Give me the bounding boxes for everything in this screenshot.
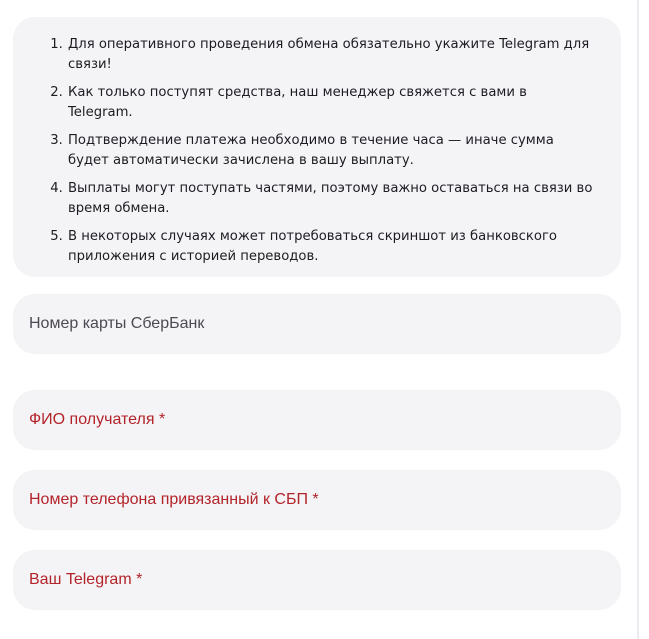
sbp-phone-input[interactable] xyxy=(29,470,605,530)
recipient-name-field[interactable] xyxy=(13,390,621,450)
instruction-item: 5. В некоторых случаях может потребоваться скриншот из банковского приложения с историей переводов. xyxy=(67,227,593,267)
instruction-item: 1. Для оперативного проведения обмена обязательно укажите Telegram для связи! xyxy=(67,35,593,75)
instruction-item: 2. Как только поступят средства, наш менеджер свяжется с вами в Telegram. xyxy=(67,83,593,123)
recipient-name-input[interactable] xyxy=(29,390,605,450)
instructions-card xyxy=(13,17,621,277)
instruction-item: 4. Выплаты могут поступать частями, поэтому важно оставаться на связи во время обмена. xyxy=(67,179,593,219)
telegram-field[interactable] xyxy=(13,550,621,610)
sbp-phone-field[interactable] xyxy=(13,470,621,530)
instruction-item: 3. Подтверждение платежа необходимо в течение часа — иначе сумма будет автоматически зачислена в вашу выплату. xyxy=(67,131,593,171)
scrollbar-track[interactable] xyxy=(637,0,639,639)
card-number-field[interactable] xyxy=(13,294,621,354)
telegram-input[interactable] xyxy=(29,550,605,610)
card-number-input[interactable] xyxy=(29,294,605,354)
instructions-list xyxy=(43,35,593,267)
